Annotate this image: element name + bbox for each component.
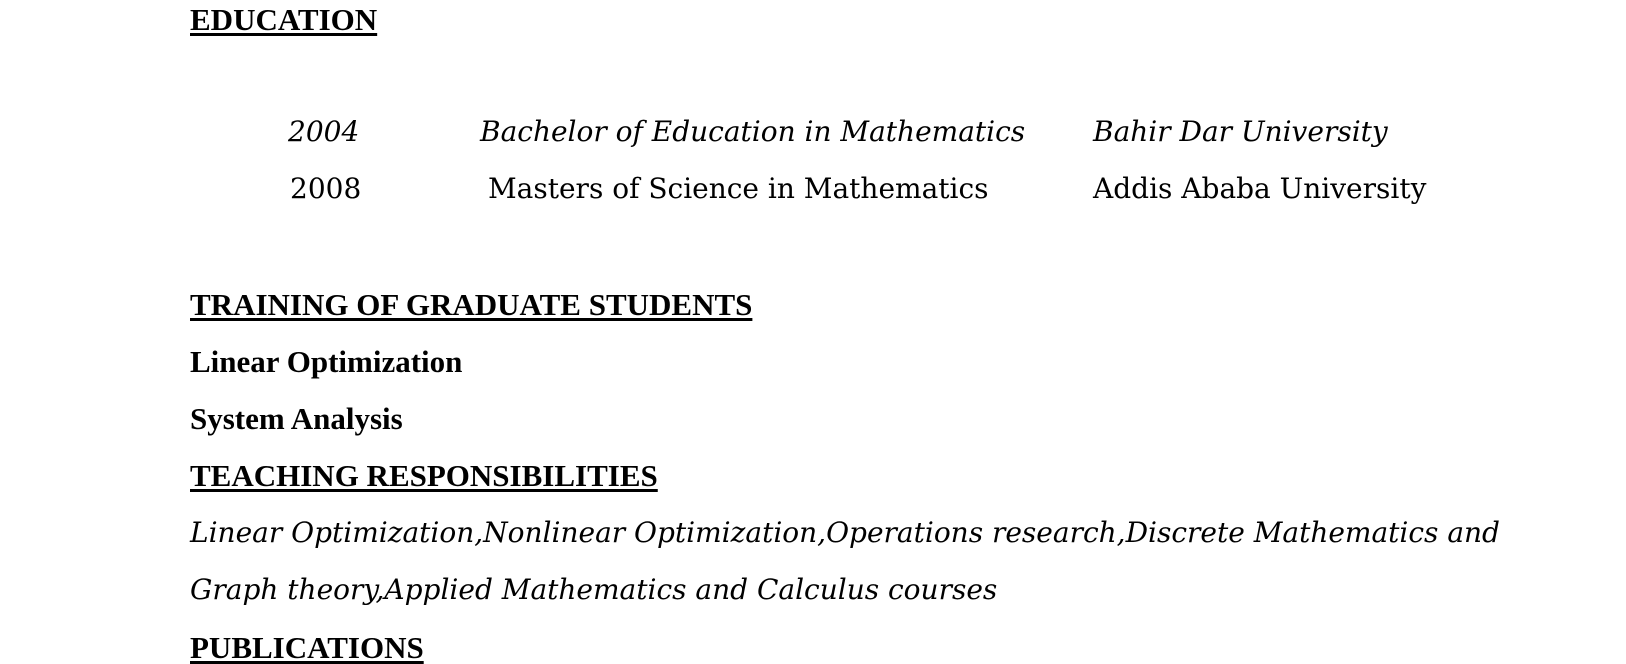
education-heading: EDUCATION	[190, 2, 378, 37]
training-item: System Analysis	[190, 401, 403, 436]
education-year: 2004	[288, 115, 360, 148]
publications-heading: PUBLICATIONS	[190, 630, 424, 664]
education-degree: Bachelor of Education in Mathematics	[480, 115, 1026, 148]
training-heading: TRAINING OF GRADUATE STUDENTS	[190, 287, 753, 322]
education-year: 2008	[290, 172, 362, 205]
teaching-heading: TEACHING RESPONSIBILITIES	[190, 458, 658, 493]
teaching-line: Linear Optimization,Nonlinear Optimization,Operations research,Discrete Mathematics and	[190, 516, 1500, 549]
training-item: Linear Optimization	[190, 344, 463, 379]
education-institution: Addis Ababa University	[1093, 172, 1427, 205]
education-degree: Masters of Science in Mathematics	[488, 172, 989, 205]
teaching-line: Graph theory,Applied Mathematics and Calculus courses	[190, 573, 998, 606]
education-institution: Bahir Dar University	[1093, 115, 1388, 148]
